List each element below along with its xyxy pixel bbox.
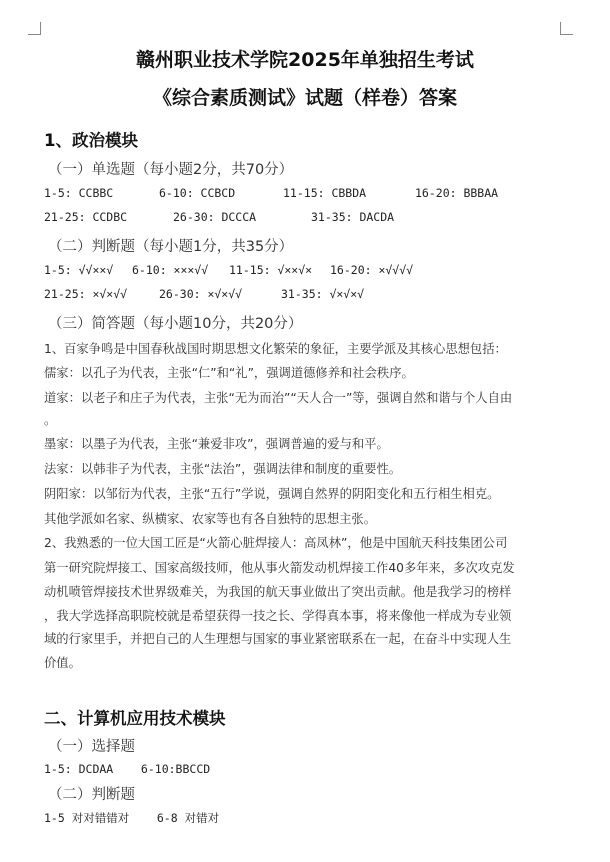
- document-title: 赣州职业技术学院2025年单独招生考试: [136, 49, 474, 71]
- computer-true-false-heading: （二）判断题: [48, 787, 135, 803]
- short-answer-line: 域的行家里手，并把自己的人生理想与国家的事业紧密联系在一起，在奋斗中实现人生: [44, 632, 512, 646]
- answer-group: 16-20: ×√√√√: [330, 263, 414, 277]
- section-politics-heading: 1、政治模块: [44, 131, 138, 150]
- true-false-heading: （二）判断题（每小题1分，共35分）: [48, 239, 294, 255]
- short-answer-line: 道家：以老子和庄子为代表，主张“无为而治”“天人合一”等，强调自然和谐与个人自由: [44, 391, 513, 405]
- short-answer-line: 第一研究院焊接工、国家高级技师，他从事火箭发动机焊接工作40多年来，多次攻克发: [44, 561, 515, 575]
- answer-group: 11-15: CBBDA: [283, 186, 367, 200]
- short-answer-line: 法家：以韩非子为代表，主张“法治”，强调法律和制度的重要性。: [44, 462, 402, 476]
- computer-true-false-answers: 1-5 对对错错对 6-8 对错对: [44, 811, 220, 825]
- answer-group: 6-10: CCBCD: [159, 186, 236, 200]
- short-answer-line: 。: [44, 413, 57, 427]
- short-answer-line: 墨家：以墨子为代表，主张“兼爱非攻”，强调普遍的爱与和平。: [44, 437, 389, 451]
- section-computer-heading: 二、计算机应用技术模块: [44, 709, 226, 728]
- short-answer-line: 儒家：以孔子为代表，主张“仁”和“礼”，强调道德修养和社会秩序。: [44, 366, 414, 380]
- answer-group: 1-5: √√××√: [44, 263, 114, 277]
- answer-group: 31-35: √×√×√: [281, 287, 365, 301]
- answer-group: 31-35: DACDA: [311, 210, 395, 224]
- answer-group: 6-10: ×××√√: [132, 263, 209, 277]
- short-answer-heading: （三）简答题（每小题10分，共20分）: [48, 316, 303, 332]
- single-choice-heading: （一）单选题（每小题2分，共70分）: [48, 162, 294, 178]
- answer-group: 21-25: CCDBC: [44, 210, 128, 224]
- crop-mark-top-right: [560, 22, 573, 35]
- short-answer-line: ，我大学选择高职院校就是希望获得一技之长、学得真本事，将来像他一样成为专业领: [44, 609, 512, 623]
- answer-group: 21-25: ×√×√√: [44, 287, 128, 301]
- answer-group: 16-20: BBBAA: [415, 186, 499, 200]
- crop-mark-top-left: [28, 22, 41, 35]
- short-answer-line: 2、我熟悉的一位大国工匠是“火箭心脏焊接人：高凤林”，他是中国航天科技集团公司: [44, 536, 508, 550]
- short-answer-line: 其他学派如名家、纵横家、农家等也有各自独特的思想主张。: [44, 512, 377, 526]
- short-answer-line: 动机喷管焊接技术世界级难关，为我国的航天事业做出了突出贡献。他是我学习的榜样: [44, 585, 512, 599]
- answer-group: 26-30: DCCCA: [173, 210, 257, 224]
- document-subtitle: 《综合素质测试》试题（样卷）答案: [152, 87, 457, 109]
- short-answer-line: 价值。: [44, 656, 81, 670]
- computer-choice-heading: （一）选择题: [48, 739, 135, 755]
- short-answer-line: 阴阳家：以邹衍为代表，主张“五行”学说，强调自然界的阴阳变化和五行相生相克。: [44, 487, 500, 501]
- answer-group: 26-30: ×√×√√: [159, 287, 243, 301]
- answer-group: 1-5: CCBBC: [44, 186, 114, 200]
- answer-group: 11-15: √××√×: [229, 263, 313, 277]
- computer-choice-answers: 1-5: DCDAA 6-10:BBCCD: [44, 762, 211, 776]
- short-answer-line: 1、百家争鸣是中国春秋战国时期思想文化繁荣的象征，主要学派及其核心思想包括：: [44, 342, 507, 356]
